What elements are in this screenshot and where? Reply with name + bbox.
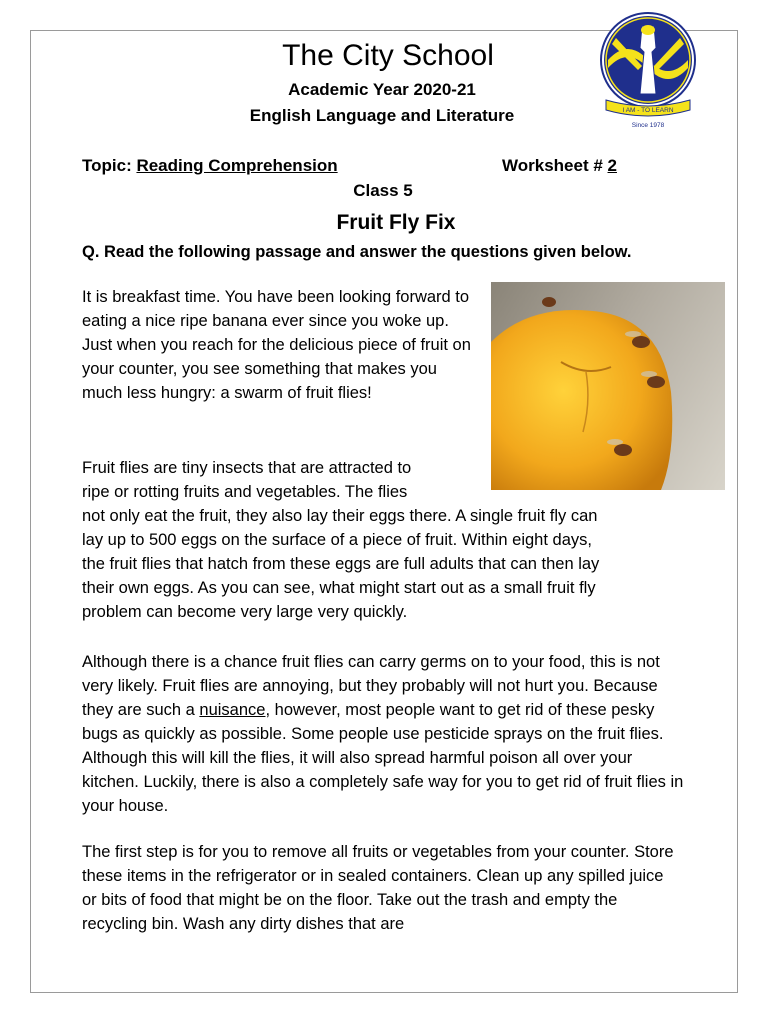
paragraph-2-line: their own eggs. As you can see, what might start out as a small fruit fly bbox=[82, 579, 596, 597]
logo-since-text: Since 1978 bbox=[631, 122, 665, 129]
paragraph-2-line: ripe or rotting fruits and vegetables. The flies bbox=[82, 483, 408, 501]
passage-paragraph-3 bbox=[82, 650, 687, 818]
topic-label: Topic: bbox=[82, 156, 137, 175]
worksheet-line bbox=[502, 156, 617, 176]
paragraph-2-line: the fruit flies that hatch from these eggs are full adults that can then lay bbox=[82, 555, 600, 573]
passage-paragraph-4: The first step is for you to remove all fruits or vegetables from your counter. Store these items in the refrigerator or in sealed containers. Clean up any spilled juice or bits of food that might be on the floor. Take out the trash and empty the recycling bin. Wash any dirty dishes that are bbox=[82, 843, 674, 933]
question-instruction: Q. Read the following passage and answer the questions given below. bbox=[82, 243, 632, 261]
school-logo bbox=[598, 8, 700, 132]
worksheet-label: Worksheet # bbox=[502, 156, 608, 175]
subject-title: English Language and Literature bbox=[249, 106, 515, 125]
logo-banner-text: I AM - TO LEARN bbox=[622, 107, 674, 114]
paragraph-3-text-start: Although there is a chance fruit flies can carry germs on to your food, this is not very likely. Fruit flies are annoying, but they probably will not hurt you. Because they are such a bbox=[82, 653, 660, 719]
paragraph-2-line: problem can become very large very quickly. bbox=[82, 603, 408, 621]
underlined-word-nuisance: nuisance bbox=[199, 701, 266, 719]
school-name: The City School bbox=[282, 39, 494, 72]
worksheet-number: 2 bbox=[607, 156, 617, 175]
class-label: Class 5 bbox=[353, 181, 413, 200]
academic-year: Academic Year 2020-21 bbox=[288, 80, 476, 99]
paragraph-2-line: Fruit flies are tiny insects that are attracted to bbox=[82, 459, 412, 477]
passage-paragraph-2 bbox=[82, 456, 677, 624]
paragraph-3-text-end: , however, most people want to get rid of these pesky bugs as quickly as possible. Some people use pesticide sprays on the fruit flies. Although this will kill the flies, it will also spread harmful poison all over your kitchen. Luckily, there is also a completely safe way for you to get rid of fruit flies in your house. bbox=[82, 701, 684, 815]
topic-value: Reading Comprehension bbox=[136, 156, 338, 175]
paragraph-2-line: not only eat the fruit, they also lay their eggs there. A single fruit fly can bbox=[82, 507, 598, 525]
paragraph-2-line: lay up to 500 eggs on the surface of a piece of fruit. Within eight days, bbox=[82, 531, 592, 549]
topic-line bbox=[82, 156, 338, 176]
passage-paragraph-1: It is breakfast time. You have been looking forward to eating a nice ripe banana ever since you woke up. Just when you reach for the delicious piece of fruit on your counter, you see something that makes you much less hungry: a swarm of fruit flies! bbox=[82, 288, 471, 402]
passage-title: Fruit Fly Fix bbox=[336, 211, 456, 234]
